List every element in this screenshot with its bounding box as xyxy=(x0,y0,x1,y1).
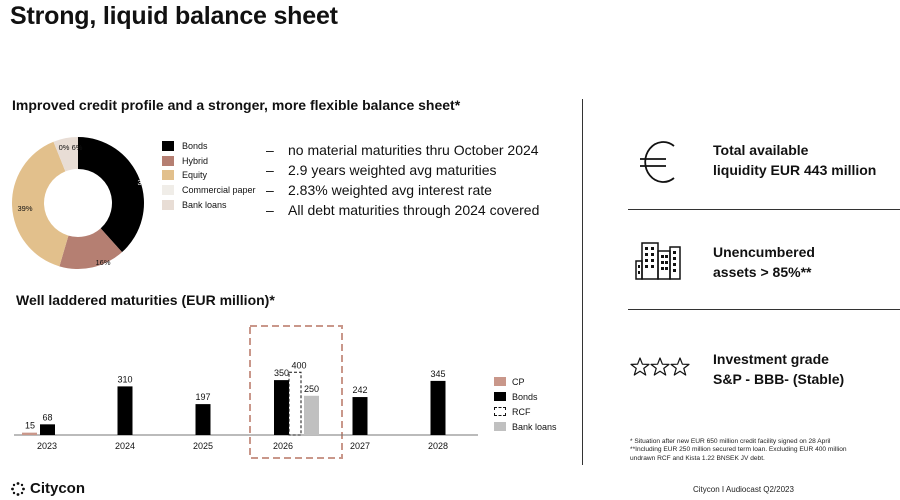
page-title: Strong, liquid balance sheet xyxy=(10,2,338,30)
legend-label: Bank loans xyxy=(182,199,227,210)
kpi-liquidity-line1: Total available xyxy=(713,142,809,158)
bar-legend-swatch xyxy=(494,407,506,416)
legend-label: Bonds xyxy=(182,141,208,152)
bar-legend-label: Bonds xyxy=(512,391,538,402)
kpi-separator xyxy=(628,309,900,310)
bullet-item xyxy=(266,140,539,160)
bullet-text: no material maturities thru October 2024 xyxy=(288,142,539,158)
maturities-bar-chart xyxy=(0,318,490,464)
x-tick-label-2027: 2027 xyxy=(349,441,371,451)
bar-legend-item-rcf xyxy=(494,404,557,419)
kpi-rating-line1: Investment grade xyxy=(713,351,829,367)
bar-rcf-2026 xyxy=(289,372,301,435)
footnote-line: * Situation after new EUR 650 million credit facility signed on 28 April xyxy=(630,438,831,445)
donut-value-label-bonds: 38% xyxy=(137,178,153,187)
logo-text: Citycon xyxy=(30,480,86,497)
bullet-text: 2.9 years weighted avg maturities xyxy=(288,162,497,178)
data-label-bonds-2028: 345 xyxy=(430,368,446,379)
euro-icon xyxy=(638,138,680,186)
maturities-heading: Well laddered maturities (EUR million)* xyxy=(16,292,275,308)
data-label-bonds-2023: 68 xyxy=(42,412,53,423)
bar-legend-item-bank-loans xyxy=(494,419,557,434)
data-label-bonds-2026: 350 xyxy=(273,368,290,379)
data-label-rcf-2026: 400 xyxy=(291,360,307,371)
legend-label: Hybrid xyxy=(182,155,209,166)
kpi-unencumbered-line1: Unencumbered xyxy=(713,244,815,260)
legend-item-bonds xyxy=(162,139,256,154)
legend-swatch xyxy=(162,200,174,210)
bullet-dash: – xyxy=(266,142,274,158)
footer-text: Citycon I Audiocast Q2/2023 xyxy=(693,485,794,494)
bar-bonds-2028 xyxy=(431,381,446,435)
highlight-box-2026 xyxy=(250,326,342,458)
legend-item-equity xyxy=(162,168,256,183)
bar-bonds-2026 xyxy=(274,380,289,435)
kpi-liquidity-line2: liquidity EUR 443 million xyxy=(713,162,877,178)
kpi-unencumbered xyxy=(713,242,815,282)
legend-label: Equity xyxy=(182,170,208,181)
bar-legend-label: Bank loans xyxy=(512,421,557,432)
bar-legend-label: RCF xyxy=(512,406,531,417)
data-label-bonds-2027: 242 xyxy=(352,385,368,396)
bar-bonds-2024 xyxy=(118,386,133,435)
legend-swatch xyxy=(162,141,174,151)
bar-legend-swatch xyxy=(494,377,506,386)
donut-value-label-equity: 39% xyxy=(17,204,33,213)
bullet-item xyxy=(266,160,539,180)
donut-value-label-commercial-paper: 0% xyxy=(58,143,70,152)
logo-mark-icon xyxy=(10,481,26,497)
legend-swatch xyxy=(162,185,174,195)
debt-structure-donut-chart xyxy=(6,133,156,275)
bar-chart-legend xyxy=(494,374,557,434)
x-tick-label-2028: 2028 xyxy=(427,441,449,451)
bar-legend-label: CP xyxy=(512,376,525,387)
legend-item-hybrid xyxy=(162,154,256,169)
vertical-divider xyxy=(582,99,583,465)
kpi-liquidity xyxy=(713,140,876,180)
donut-slice-bonds xyxy=(78,137,144,252)
legend-item-bank-loans xyxy=(162,197,256,212)
bullet-item xyxy=(266,200,539,220)
credit-profile-heading: Improved credit profile and a stronger, more flexible balance sheet* xyxy=(12,97,461,113)
bar-legend-item-cp xyxy=(494,374,557,389)
donut-legend xyxy=(162,139,256,212)
buildings-icon xyxy=(634,239,684,281)
legend-item-commercial-paper xyxy=(162,183,256,198)
bar-cp-2023 xyxy=(22,433,37,435)
legend-label: Commercial paper xyxy=(182,185,256,196)
kpi-rating-line2: S&P - BBB- (Stable) xyxy=(713,371,845,387)
bar-bonds-2025 xyxy=(196,404,211,435)
credit-bullets xyxy=(266,140,539,220)
x-tick-label-2023: 2023 xyxy=(36,441,58,451)
data-label-bonds-2025: 197 xyxy=(195,392,211,403)
bar-legend-swatch xyxy=(494,392,506,401)
citycon-logo xyxy=(10,480,85,497)
data-label-bank-loans-2026: 250 xyxy=(303,383,320,394)
data-label-bonds-2024: 310 xyxy=(117,374,133,385)
bar-bank-loans-2026 xyxy=(304,396,319,435)
bar-legend-item-bonds xyxy=(494,389,557,404)
bullet-dash: – xyxy=(266,162,274,178)
bullet-dash: – xyxy=(266,182,274,198)
legend-swatch xyxy=(162,170,174,180)
kpi-unencumbered-line2: assets > 85%** xyxy=(713,264,812,280)
footnote-line: undrawn RCF and Kista 1.22 BNSEK JV debt. xyxy=(630,454,765,462)
bullet-text: 2.83% weighted avg interest rate xyxy=(288,182,492,198)
kpi-rating xyxy=(713,349,844,389)
donut-value-label-hybrid: 16% xyxy=(95,258,111,267)
bullet-dash: – xyxy=(266,202,274,218)
footnotes xyxy=(630,438,847,463)
bullet-text: All debt maturities through 2024 covered xyxy=(288,202,540,218)
legend-swatch xyxy=(162,156,174,166)
bullet-item xyxy=(266,180,539,200)
x-tick-label-2026: 2026 xyxy=(272,441,294,451)
stars-icon xyxy=(630,357,690,377)
bar-legend-swatch xyxy=(494,422,506,431)
kpi-separator xyxy=(628,209,900,210)
x-tick-label-2025: 2025 xyxy=(192,441,214,451)
footnote-line: **Including EUR 250 million secured term loan. Excluding EUR 400 million xyxy=(630,446,847,454)
donut-value-label-bank-loans: 6% xyxy=(71,143,83,152)
bar-bonds-2027 xyxy=(353,397,368,435)
x-tick-label-2024: 2024 xyxy=(114,441,136,451)
bar-bonds-2023 xyxy=(40,424,55,435)
data-label-cp-2023: 15 xyxy=(24,420,36,431)
